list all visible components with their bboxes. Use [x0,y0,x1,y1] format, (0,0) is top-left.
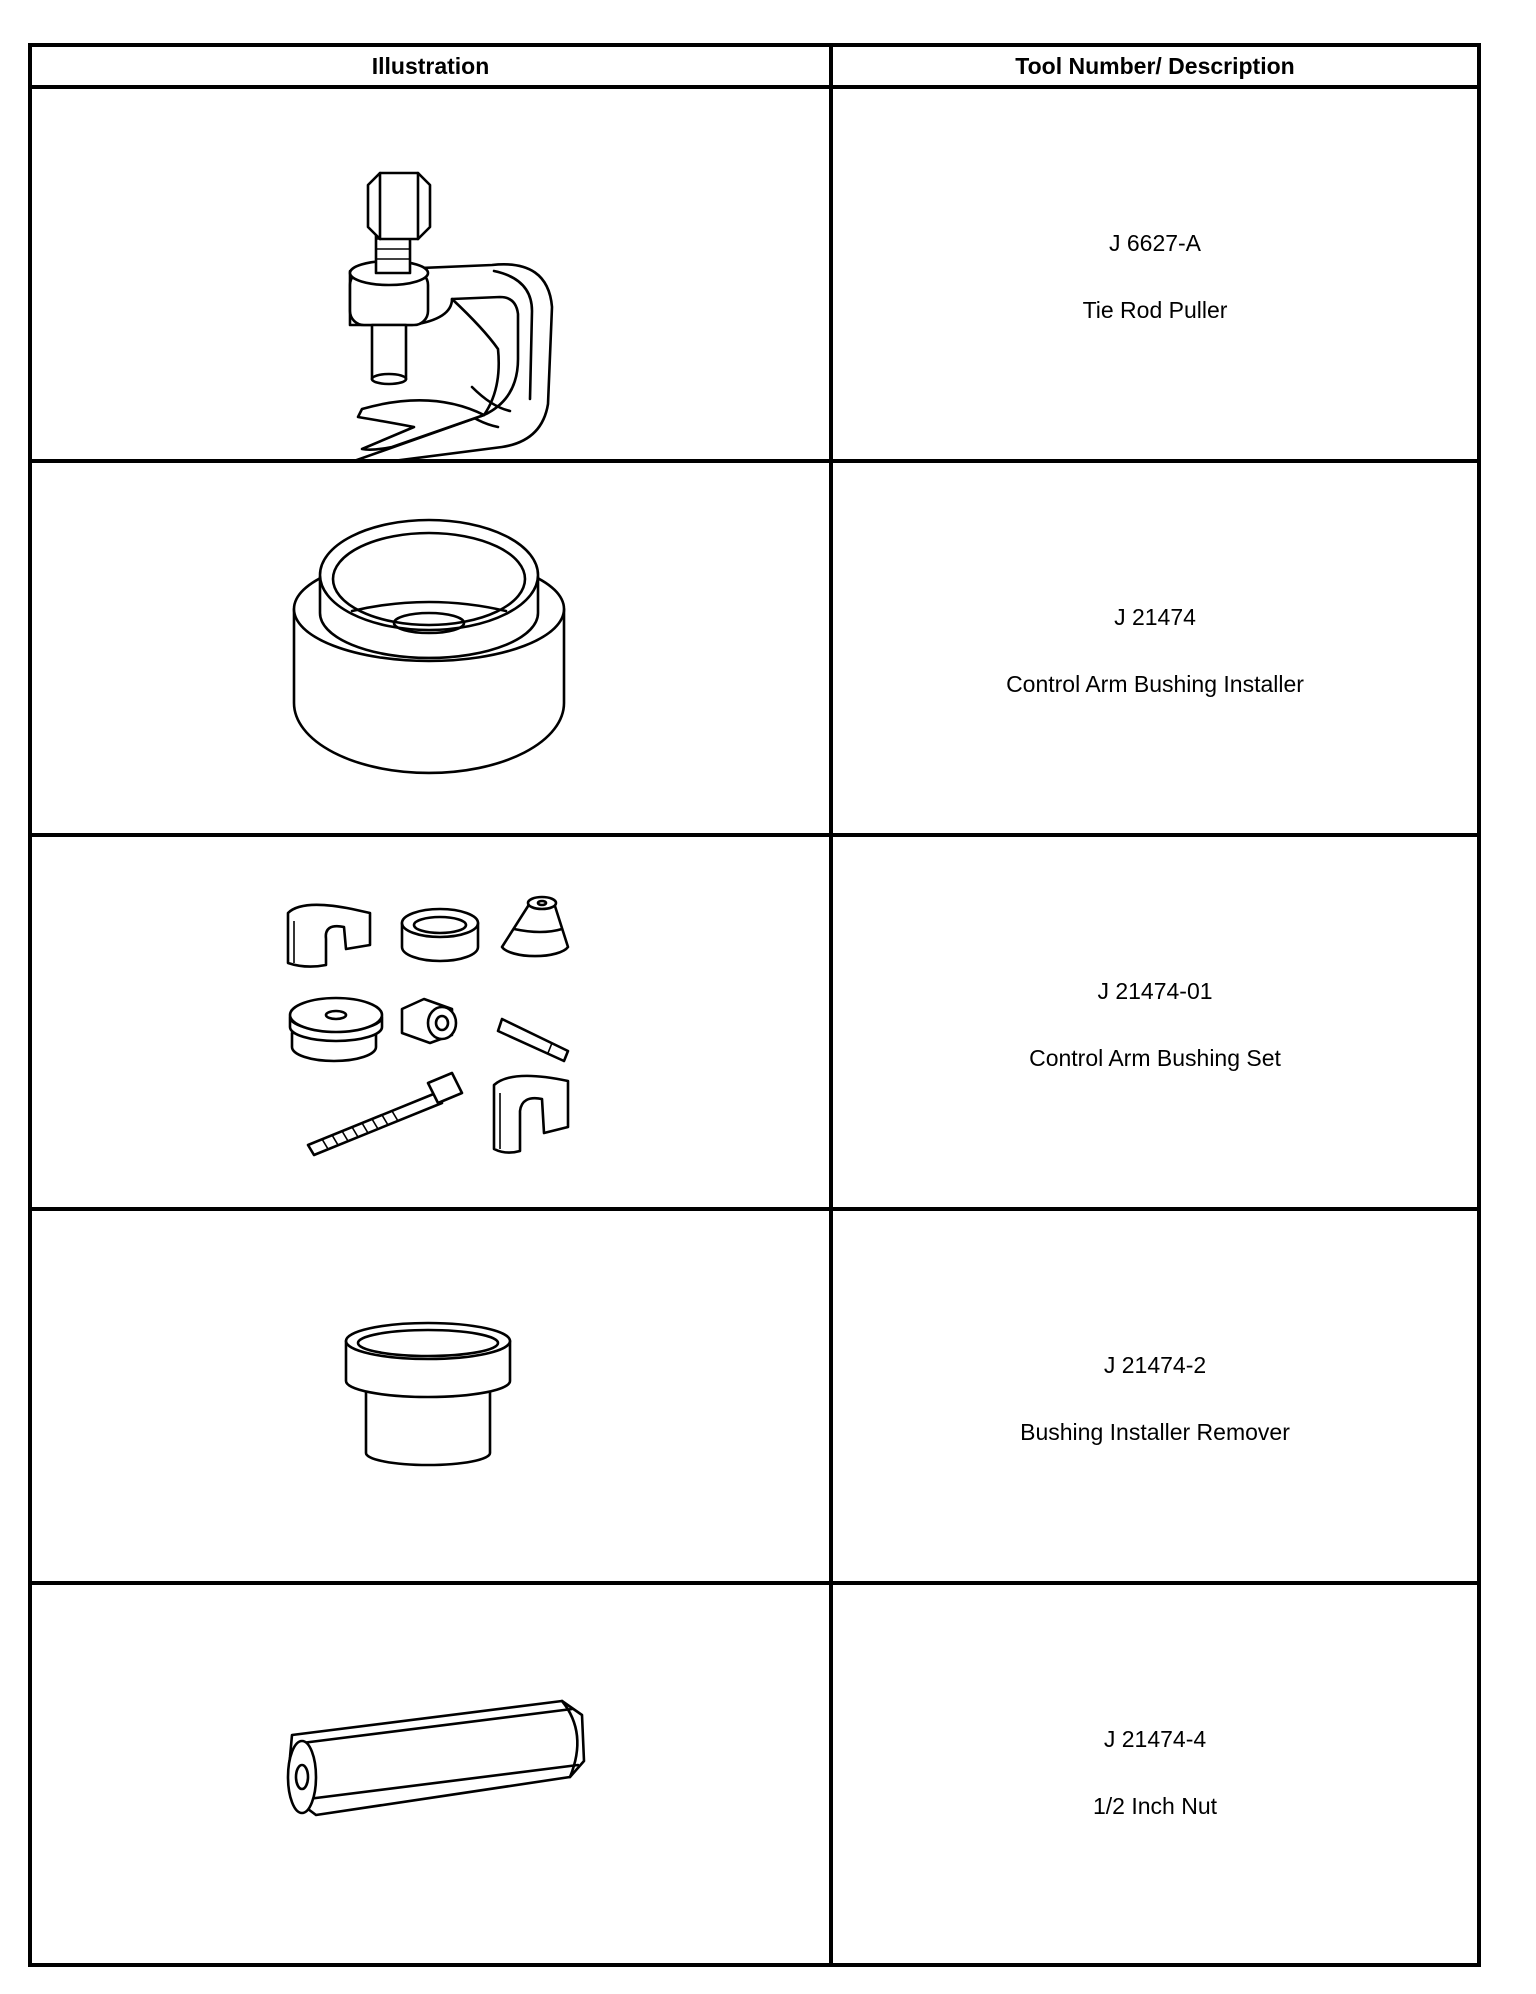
tool-description: Tie Rod Puller [1082,297,1228,323]
tool-description-cell [833,89,1477,459]
header-tool-number: Tool Number/ Description [1015,52,1295,79]
tool-number: J 21474-4 [1103,1726,1207,1752]
tool-description: Control Arm Bushing Set [1029,1045,1281,1071]
table-row [32,1585,1477,1963]
table-row [32,1211,1477,1581]
tool-description-cell [833,1211,1477,1581]
tool-description: 1/2 Inch Nut [1092,1793,1218,1819]
tie-rod-puller-icon [32,89,829,459]
table-header [32,47,1477,89]
tool-number: J 21474 [1114,604,1196,630]
hex-nut-icon [32,1585,829,1963]
bushing-installer-icon [32,463,829,833]
bushing-set-icon [32,837,829,1207]
installer-remover-icon [32,1211,829,1581]
tool-number: J 21474-2 [1103,1352,1207,1378]
header-illustration: Illustration [371,52,490,79]
tool-description: Control Arm Bushing Installer [1006,671,1304,697]
tool-number: J 21474-01 [1097,978,1213,1004]
tool-description-cell [833,837,1477,1207]
table-row [32,837,1477,1207]
table-row [32,463,1477,833]
tool-description-cell [833,1585,1477,1963]
tool-description: Bushing Installer Remover [1020,1419,1290,1445]
tool-number: J 6627-A [1108,230,1202,256]
tool-description-cell [833,463,1477,833]
table-row [32,89,1477,459]
tool-table [28,43,1481,1967]
